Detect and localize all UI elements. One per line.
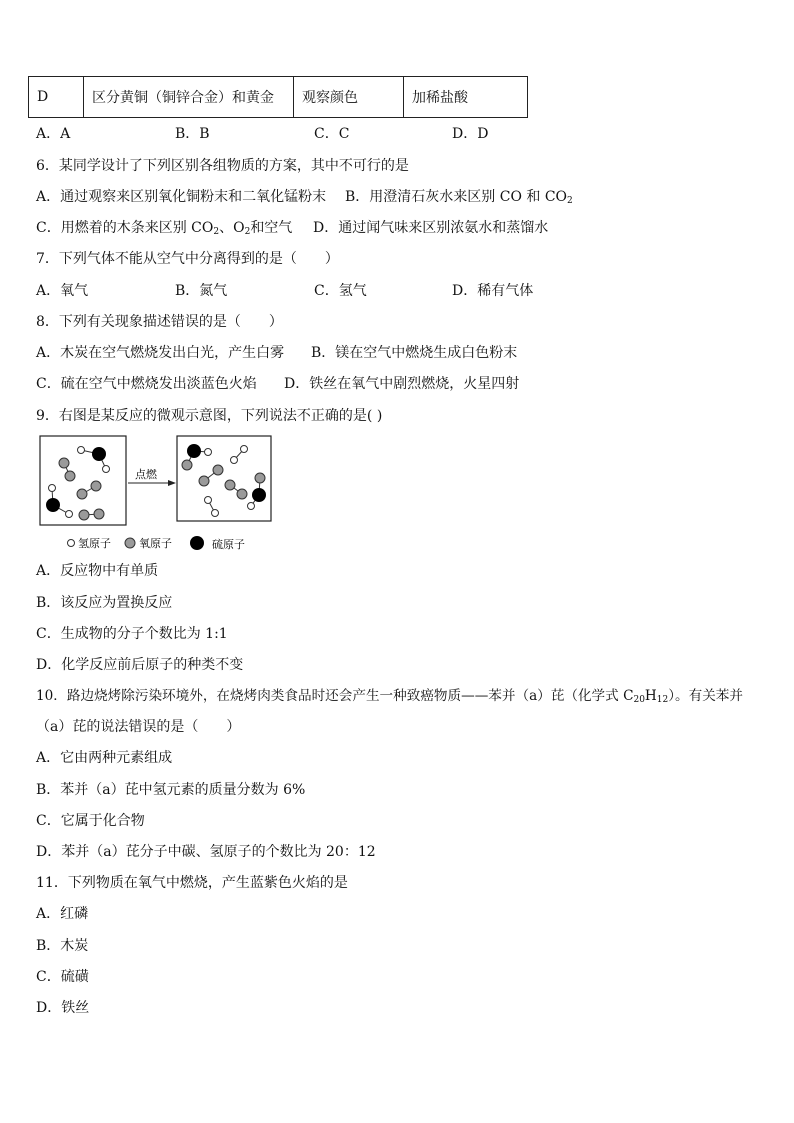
oxygen-atom bbox=[237, 489, 247, 499]
q10-option-c: C．它属于化合物 bbox=[36, 813, 145, 829]
q6-stem: 6．某同学设计了下列区别各组物质的方案，其中不可行的是 bbox=[36, 158, 409, 174]
oxygen-atom bbox=[59, 458, 69, 468]
q10-stem-line1: 10．路边烧烤除污染环境外，在烧烤肉类食品时还会产生一种致癌物质——苯并（a）芘（化学式 $C_{20}H_{12}$）。有关苯并 bbox=[36, 688, 743, 705]
arrow-condition-label: 点燃 bbox=[135, 468, 157, 481]
legend-oxygen: 氧原子 bbox=[139, 537, 172, 550]
q8-stem: 8．下列有关现象描述错误的是（ ） bbox=[36, 314, 283, 330]
options-table bbox=[28, 76, 528, 118]
q9-option-b: B．该反应为置换反应 bbox=[36, 595, 173, 611]
q8-option-a: A．木炭在空气燃烧发出白光，产生白雾 bbox=[36, 345, 285, 361]
q8-option-b: B．镁在空气中燃烧生成白色粉末 bbox=[311, 345, 518, 361]
oxygen-atom bbox=[199, 476, 209, 486]
q6-option-a: A．通过观察来区别氧化铜粉末和二氧化锰粉末 bbox=[36, 189, 327, 205]
table-row bbox=[29, 77, 528, 118]
q7-option-d: D．稀有气体 bbox=[452, 283, 534, 299]
q11-stem: 11．下列物质在氧气中燃烧，产生蓝紫色火焰的是 bbox=[36, 875, 348, 891]
oxygen-atom bbox=[125, 538, 135, 548]
oxygen-atom bbox=[182, 460, 192, 470]
hydrogen-atom bbox=[212, 510, 219, 517]
q9-stem: 9．右图是某反应的微观示意图，下列说法不正确的是( ) bbox=[36, 408, 383, 424]
q10-option-b: B．苯并（a）芘中氢元素的质量分数为 6% bbox=[36, 782, 306, 798]
oxygen-atom bbox=[255, 473, 265, 483]
q6-option-b: B．用澄清石灰水来区别 CO 和 $CO_2$ bbox=[345, 189, 573, 206]
hydrogen-atom bbox=[231, 457, 238, 464]
sulfur-atom bbox=[92, 447, 106, 461]
oxygen-atom bbox=[225, 480, 235, 490]
table-cell-task: 区分黄铜（铜锌合金）和黄金 bbox=[84, 77, 294, 118]
q7-option-a: A．氧气 bbox=[36, 283, 89, 299]
q10-option-d: D．苯并（a）芘分子中碳、氢原子的个数比为 20：12 bbox=[36, 844, 376, 860]
q10-option-a: A．它由两种元素组成 bbox=[36, 750, 173, 766]
hydrogen-atom bbox=[248, 503, 255, 510]
q8-option-c: C．硫在空气中燃烧发出淡蓝色火焰 bbox=[36, 376, 257, 392]
hydrogen-atom bbox=[49, 485, 56, 492]
hydrogen-atom bbox=[66, 511, 73, 518]
oxygen-atom bbox=[65, 471, 75, 481]
oxygen-atom bbox=[91, 481, 101, 491]
q5-option-a: A．A bbox=[36, 126, 71, 142]
q11-option-d: D．铁丝 bbox=[36, 1000, 90, 1016]
q5-option-b: B．B bbox=[175, 126, 210, 142]
hydrogen-atom bbox=[78, 447, 85, 454]
q5-option-c: C．C bbox=[314, 126, 350, 142]
hydrogen-atom bbox=[205, 497, 212, 504]
table-cell-label: D bbox=[29, 77, 84, 118]
q9-option-d: D．化学反应前后原子的种类不变 bbox=[36, 657, 244, 673]
oxygen-atom bbox=[79, 510, 89, 520]
q11-option-c: C．硫磺 bbox=[36, 969, 89, 985]
q11-option-a: A．红磷 bbox=[36, 906, 89, 922]
hydrogen-atom bbox=[205, 449, 212, 456]
q7-stem: 7．下列气体不能从空气中分离得到的是（ ） bbox=[36, 251, 339, 267]
product-atoms bbox=[182, 444, 266, 517]
legend-sulfur: 硫原子 bbox=[212, 538, 245, 551]
hydrogen-atom bbox=[68, 540, 75, 547]
oxygen-atom bbox=[77, 489, 87, 499]
q7-option-c: C．氢气 bbox=[314, 283, 367, 299]
oxygen-atom bbox=[213, 465, 223, 475]
reaction-diagram bbox=[36, 434, 286, 554]
q6-option-d: D．通过闻气味来区别浓氨水和蒸馏水 bbox=[313, 220, 549, 236]
q9-option-a: A．反应物中有单质 bbox=[36, 563, 159, 579]
hydrogen-atom bbox=[241, 446, 248, 453]
sulfur-atom bbox=[190, 536, 204, 550]
sulfur-atom bbox=[187, 444, 201, 458]
q5-option-d: D．D bbox=[452, 126, 489, 142]
hydrogen-atom bbox=[103, 466, 110, 473]
reactant-atoms bbox=[46, 447, 110, 521]
legend-hydrogen: 氢原子 bbox=[78, 537, 111, 550]
q9-option-c: C．生成物的分子个数比为 1:1 bbox=[36, 626, 228, 642]
sulfur-atom bbox=[252, 488, 266, 502]
arrow-head bbox=[168, 480, 176, 486]
q6-option-c: C．用燃着的木条来区别 $CO_2$、$O_2$和空气 bbox=[36, 220, 293, 237]
table-cell-method2: 加稀盐酸 bbox=[404, 77, 528, 118]
q8-option-d: D．铁丝在氧气中剧烈燃烧，火星四射 bbox=[284, 376, 520, 392]
q10-stem-line2: （a）芘的说法错误的是（ ） bbox=[36, 719, 241, 735]
oxygen-atom bbox=[94, 509, 104, 519]
sulfur-atom bbox=[46, 498, 60, 512]
q11-option-b: B．木炭 bbox=[36, 938, 89, 954]
table-cell-method1: 观察颜色 bbox=[294, 77, 404, 118]
q7-option-b: B．氮气 bbox=[175, 283, 228, 299]
diagram-legend bbox=[68, 536, 246, 551]
